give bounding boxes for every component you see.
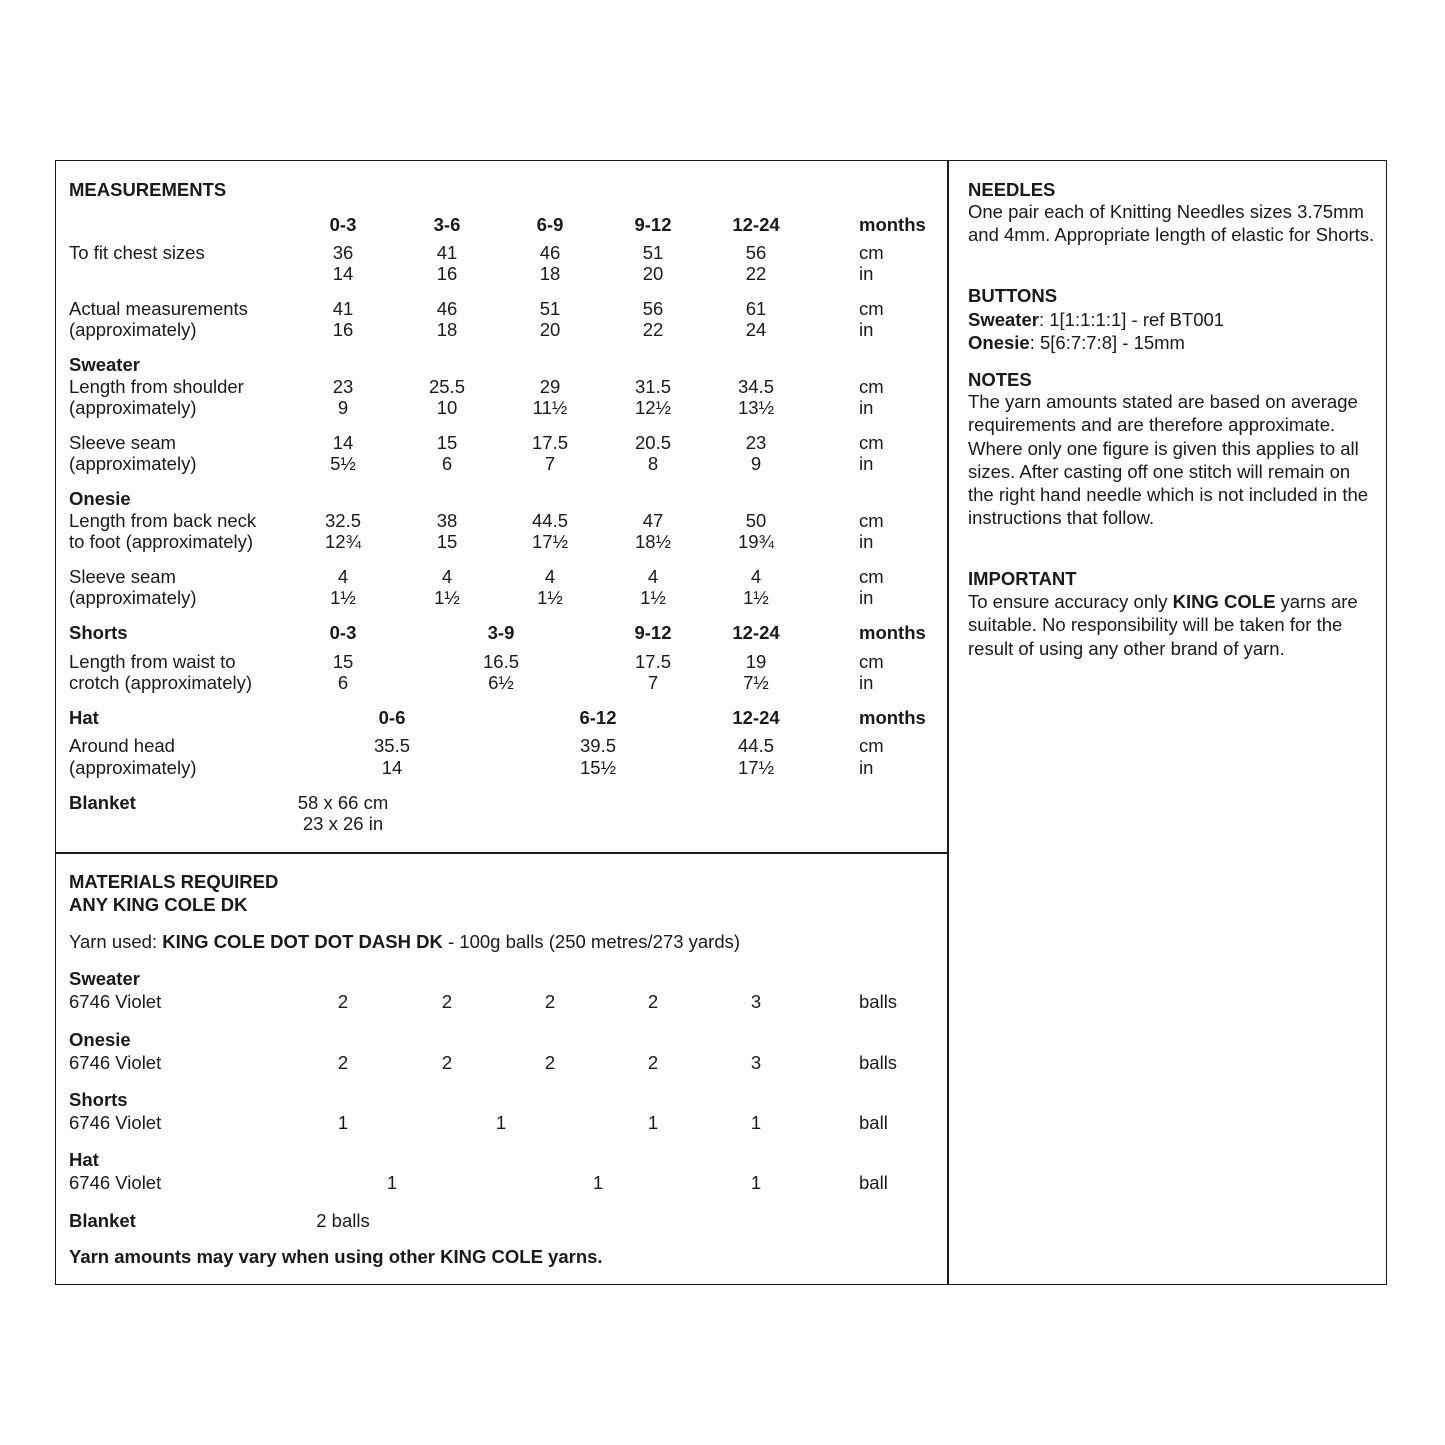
value-in: 6 (337, 672, 349, 693)
value-cm: 61 (745, 298, 767, 319)
row-label: Length from waist to (69, 651, 236, 672)
months-label: months (859, 214, 926, 235)
column-divider (947, 160, 949, 1285)
balls-value: 2 (544, 991, 556, 1012)
value-in: 9 (750, 453, 762, 474)
value-in: 12¾ (324, 531, 362, 552)
unit-in: in (859, 672, 874, 693)
size-header: 12-24 (732, 214, 780, 235)
size-header: 0-3 (329, 214, 357, 235)
value-in: 15½ (579, 757, 617, 778)
unit-in: in (859, 319, 874, 340)
balls-value: 2 (337, 1052, 349, 1073)
colour-label: 6746 Violet (69, 1052, 162, 1073)
value-in: 1½ (743, 587, 769, 608)
value-in: 6 (441, 453, 453, 474)
notes-text: The yarn amounts stated are based on average requirements and are therefore approximate. Where only one figure is given this applies to all sizes. After casting off one stitch will remain on the right hand needle which is not included in the instructions that follow. (968, 391, 1369, 529)
value-cm: 51 (539, 298, 561, 319)
yarn-prefix: Yarn used: (69, 931, 163, 952)
unit-in: in (859, 263, 874, 284)
value-in: 1½ (330, 587, 356, 608)
size-header: 12-24 (732, 707, 780, 728)
blanket-size-cm: 58 x 66 cm (297, 792, 389, 813)
unit-cm: cm (859, 510, 884, 531)
size-header: 12-24 (732, 622, 780, 643)
value-in: 18 (539, 263, 561, 284)
measurements-heading: MEASUREMENTS (69, 179, 227, 200)
value-cm: 56 (745, 242, 767, 263)
value-in: 15 (436, 531, 458, 552)
buttons-sweater-label: Sweater (968, 309, 1039, 330)
needles-text: One pair each of Knitting Needles sizes 3.75mm and 4mm. Appropriate length of elastic for Shorts. (968, 201, 1375, 246)
important-brand: KING COLE (1172, 591, 1276, 612)
balls-unit: ball (859, 1172, 888, 1193)
value-in: 14 (381, 757, 403, 778)
value-cm: 32.5 (324, 510, 362, 531)
value-cm: 14 (332, 432, 354, 453)
balls-unit: ball (859, 1112, 888, 1133)
notes-heading: NOTES (968, 369, 1032, 390)
value-in: 1½ (537, 587, 563, 608)
value-in: 17½ (737, 757, 775, 778)
balls-value: 1 (386, 1172, 398, 1193)
value-cm: 41 (436, 242, 458, 263)
balls-value: 1 (592, 1172, 604, 1193)
row-label: (approximately) (69, 397, 197, 418)
row-label: To fit chest sizes (69, 242, 205, 263)
balls-value: 1 (750, 1172, 762, 1193)
materials-heading: MATERIALS REQUIRED (69, 871, 279, 892)
value-in: 17½ (531, 531, 569, 552)
important-text (968, 590, 1378, 660)
value-cm: 4 (337, 566, 349, 587)
value-cm: 23 (745, 432, 767, 453)
value-cm: 15 (332, 651, 354, 672)
value-in: 16 (436, 263, 458, 284)
value-cm: 23 (332, 376, 354, 397)
value-in: 18½ (634, 531, 672, 552)
balls-value: 1 (495, 1112, 507, 1133)
value-cm: 4 (750, 566, 762, 587)
onesie-title: Onesie (69, 1029, 131, 1050)
important-heading: IMPORTANT (968, 568, 1077, 589)
value-cm: 50 (745, 510, 767, 531)
size-header: 9-12 (634, 622, 672, 643)
blanket-title: Blanket (69, 1210, 136, 1231)
needles-heading: NEEDLES (968, 179, 1056, 200)
row-label: Length from shoulder (69, 376, 244, 397)
value-cm: 35.5 (373, 735, 411, 756)
value-in: 6½ (488, 672, 514, 693)
value-in: 24 (745, 319, 767, 340)
balls-value: 2 (441, 1052, 453, 1073)
months-label: months (859, 622, 926, 643)
value-in: 1½ (640, 587, 666, 608)
value-cm: 44.5 (737, 735, 775, 756)
sweater-title: Sweater (69, 968, 140, 989)
value-in: 12½ (634, 397, 672, 418)
balls-value: 2 (647, 1052, 659, 1073)
size-header: 0-3 (329, 622, 357, 643)
value-in: 20 (539, 319, 561, 340)
colour-label: 6746 Violet (69, 1112, 162, 1133)
value-in: 11½ (532, 397, 568, 418)
value-cm: 36 (332, 242, 354, 263)
value-cm: 31.5 (634, 376, 672, 397)
blanket-size-in: 23 x 26 in (302, 813, 384, 834)
value-cm: 4 (647, 566, 659, 587)
value-cm: 44.5 (531, 510, 569, 531)
size-header: 3-6 (433, 214, 461, 235)
hat-title: Hat (69, 707, 99, 728)
size-header: 0-6 (378, 707, 406, 728)
materials-subheading: ANY KING COLE DK (69, 894, 248, 915)
size-header: 6-12 (579, 707, 617, 728)
value-cm: 20.5 (634, 432, 672, 453)
unit-in: in (859, 757, 874, 778)
balls-value: 1 (750, 1112, 762, 1133)
row-label: (approximately) (69, 757, 197, 778)
row-label: Length from back neck (69, 510, 257, 531)
colour-label: 6746 Violet (69, 1172, 162, 1193)
balls-value: 2 (441, 991, 453, 1012)
balls-value: 2 (647, 991, 659, 1012)
size-header: 3-9 (487, 622, 515, 643)
value-cm: 29 (539, 376, 561, 397)
value-cm: 56 (642, 298, 664, 319)
value-in: 18 (436, 319, 458, 340)
balls-value: 2 (337, 991, 349, 1012)
value-cm: 16.5 (482, 651, 520, 672)
balls-value: 3 (750, 991, 762, 1012)
value-cm: 39.5 (579, 735, 617, 756)
unit-cm: cm (859, 298, 884, 319)
value-in: 22 (745, 263, 767, 284)
value-in: 13½ (737, 397, 775, 418)
value-cm: 34.5 (737, 376, 775, 397)
row-label: Sleeve seam (69, 566, 176, 587)
value-cm: 4 (441, 566, 453, 587)
section-divider (55, 852, 948, 854)
value-cm: 46 (436, 298, 458, 319)
value-in: 5½ (330, 453, 356, 474)
unit-cm: cm (859, 376, 884, 397)
row-label: Around head (69, 735, 175, 756)
buttons-sweater-text: : 1[1:1:1:1] - ref BT001 (1038, 309, 1225, 330)
buttons-onesie-label: Onesie (968, 332, 1030, 353)
unit-cm: cm (859, 651, 884, 672)
buttons-onesie (968, 332, 1185, 353)
unit-in: in (859, 531, 874, 552)
materials-footer: Yarn amounts may vary when using other KING COLE yarns. (69, 1246, 603, 1267)
value-in: 20 (642, 263, 664, 284)
value-cm: 19 (745, 651, 767, 672)
row-label: Sleeve seam (69, 432, 176, 453)
colour-label: 6746 Violet (69, 991, 162, 1012)
yarn-name: KING COLE DOT DOT DASH DK (162, 931, 443, 952)
yarn-used (69, 931, 740, 952)
value-cm: 38 (436, 510, 458, 531)
row-label: Actual measurements (69, 298, 248, 319)
unit-cm: cm (859, 242, 884, 263)
size-header: 6-9 (536, 214, 564, 235)
value-cm: 15 (436, 432, 458, 453)
important-text-start: To ensure accuracy only (968, 591, 1173, 612)
unit-cm: cm (859, 566, 884, 587)
row-label: (approximately) (69, 319, 197, 340)
value-cm: 41 (332, 298, 354, 319)
onesie-title: Onesie (69, 488, 131, 509)
blanket-balls: 2 balls (316, 1210, 370, 1231)
important-text-end: yarns are suitable. No responsibility will be taken for the result of using any other brand of yarn. (968, 591, 1358, 659)
value-in: 7 (647, 672, 659, 693)
hat-title: Hat (69, 1149, 99, 1170)
shorts-title: Shorts (69, 1089, 128, 1110)
blanket-title: Blanket (69, 792, 136, 813)
unit-in: in (859, 587, 874, 608)
months-label: months (859, 707, 926, 728)
value-cm: 17.5 (531, 432, 569, 453)
value-cm: 47 (642, 510, 664, 531)
value-cm: 46 (539, 242, 561, 263)
value-in: 22 (642, 319, 664, 340)
value-in: 8 (647, 453, 659, 474)
buttons-heading: BUTTONS (968, 285, 1058, 306)
balls-unit: balls (859, 991, 898, 1012)
buttons-onesie-text: : 5[6:7:7:8] - 15mm (1029, 332, 1185, 353)
balls-value: 2 (544, 1052, 556, 1073)
row-label: (approximately) (69, 453, 197, 474)
balls-unit: balls (859, 1052, 898, 1073)
value-cm: 4 (544, 566, 556, 587)
sweater-title: Sweater (69, 354, 140, 375)
value-in: 7 (544, 453, 556, 474)
value-in: 14 (332, 263, 354, 284)
value-in: 1½ (434, 587, 460, 608)
unit-cm: cm (859, 432, 884, 453)
value-in: 7½ (743, 672, 769, 693)
balls-value: 1 (337, 1112, 349, 1133)
shorts-title: Shorts (69, 622, 128, 643)
row-label: crotch (approximately) (69, 672, 253, 693)
size-header: 9-12 (634, 214, 672, 235)
balls-value: 1 (647, 1112, 659, 1133)
yarn-suffix: - 100g balls (250 metres/273 yards) (442, 931, 741, 952)
value-cm: 25.5 (428, 376, 466, 397)
value-cm: 51 (642, 242, 664, 263)
value-in: 16 (332, 319, 354, 340)
unit-in: in (859, 453, 874, 474)
buttons-sweater (968, 309, 1224, 330)
value-in: 10 (436, 397, 458, 418)
value-cm: 17.5 (634, 651, 672, 672)
row-label: to foot (approximately) (69, 531, 254, 552)
value-in: 19¾ (737, 531, 775, 552)
balls-value: 3 (750, 1052, 762, 1073)
unit-in: in (859, 397, 874, 418)
row-label: (approximately) (69, 587, 197, 608)
value-in: 9 (337, 397, 349, 418)
unit-cm: cm (859, 735, 884, 756)
